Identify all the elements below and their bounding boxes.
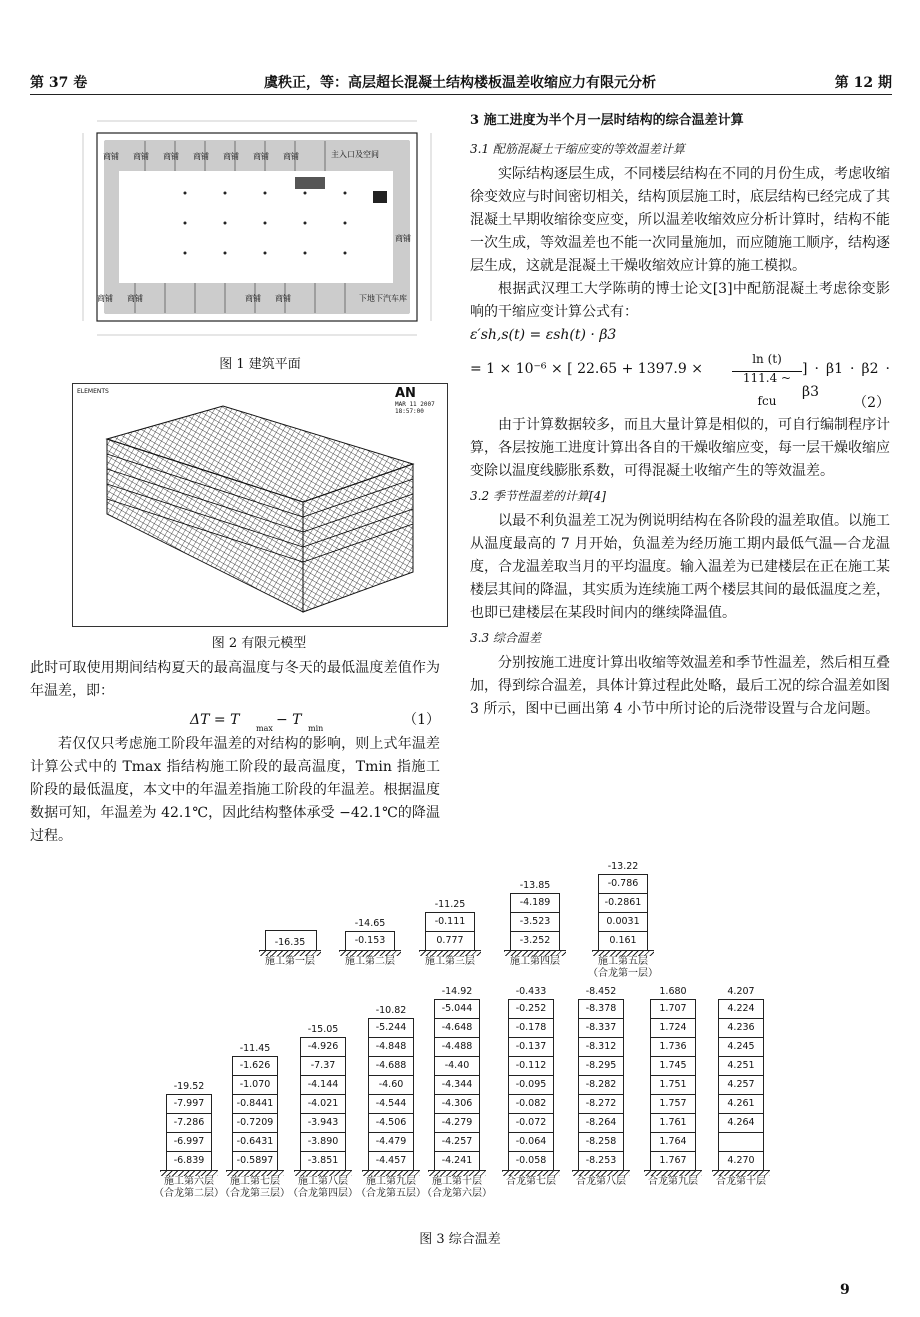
floor-value: -0.064	[508, 1133, 554, 1152]
floor-value: 4.270	[718, 1152, 764, 1171]
floor-value: 1.764	[650, 1133, 696, 1152]
floor-value: -4.544	[368, 1095, 414, 1114]
floor-value: -3.523	[510, 913, 560, 932]
temperature-column	[510, 880, 560, 967]
store-label: 商铺	[245, 294, 261, 303]
column-label-sub: （合龙第一层）	[588, 968, 658, 979]
floor-value: 4.224	[718, 999, 764, 1019]
eq2b-numerator: ln (t)	[732, 348, 802, 372]
floor-value: 4.264	[718, 1114, 764, 1133]
column-top-value: -13.22	[607, 861, 639, 872]
column-top-value: -19.52	[173, 1081, 205, 1092]
equation-2b	[470, 348, 890, 408]
floor-value: -0.095	[508, 1076, 554, 1095]
floor-value: -4.241	[434, 1152, 480, 1171]
column-label-main: 合龙第十层	[716, 1176, 766, 1187]
column-label-main: 施工第九层	[366, 1176, 416, 1187]
garage-label: 下地下汽车库	[359, 294, 407, 303]
section-3-heading: 3 施工进度为半个月一层时结构的综合温差计算	[470, 113, 744, 128]
floor-value: -0.5897	[232, 1152, 278, 1171]
store-label: 商铺	[283, 152, 299, 161]
floor-value: 0.0031	[598, 913, 648, 932]
floor-value: 1.707	[650, 999, 696, 1019]
floor-value: 1.736	[650, 1038, 696, 1057]
floor-value: -3.943	[300, 1114, 346, 1133]
eq1-sub-min: min	[308, 724, 324, 733]
store-label: 商铺	[395, 234, 411, 243]
floor-value: -0.058	[508, 1152, 554, 1171]
floor-value: -0.137	[508, 1038, 554, 1057]
temperature-column	[154, 1081, 224, 1199]
floor-value: -8.337	[578, 1019, 624, 1038]
ansys-tag: ELEMENTS	[77, 388, 109, 395]
column-label-sub: （合龙第三层）	[220, 1188, 290, 1199]
equation-1	[30, 707, 440, 733]
floor-value: -3.890	[300, 1133, 346, 1152]
floor-value: -4.021	[300, 1095, 346, 1114]
column-label-main: 施工第三层	[425, 956, 475, 967]
floor-value: -0.252	[508, 999, 554, 1019]
floor-value: 4.251	[718, 1057, 764, 1076]
figure-3-caption: 图 3 综合温差	[419, 1232, 501, 1247]
floor-value: -8.295	[578, 1057, 624, 1076]
floor-value: -8.264	[578, 1114, 624, 1133]
column-label-main: 施工第五层	[598, 956, 648, 967]
floor-value: -1.070	[232, 1076, 278, 1095]
column-top-value: 4.207	[727, 986, 755, 997]
figure-2-fe-model	[72, 383, 448, 627]
floor-value: 0.161	[598, 932, 648, 951]
frame-outline	[265, 930, 317, 951]
floor-value: 1.757	[650, 1095, 696, 1114]
column-top-value: -14.92	[441, 986, 473, 997]
floor-value: -0.6431	[232, 1133, 278, 1152]
column-label-sub: （合龙第二层）	[154, 1188, 224, 1199]
floor-value: -8.312	[578, 1038, 624, 1057]
figure-3-combined-temperature	[0, 850, 920, 1230]
model-date: MAR 11 2007	[395, 401, 435, 408]
column-top-value: -0.433	[515, 986, 547, 997]
floor-value: -0.7209	[232, 1114, 278, 1133]
floor-value: -1.626	[232, 1056, 278, 1076]
figure-1-plan	[75, 113, 445, 353]
floor-value: -4.40	[434, 1057, 480, 1076]
running-title: 虞秩正，等：高层超长混凝土结构楼板温差收缩应力有限元分析	[264, 75, 656, 91]
floor-value: -7.37	[300, 1057, 346, 1076]
column-top-value: -14.65	[354, 918, 386, 929]
column-top-value: -15.05	[307, 1024, 339, 1035]
floor-value: -4.926	[300, 1037, 346, 1057]
eq1-number: （1）	[403, 712, 440, 728]
floor-value: 1.761	[650, 1114, 696, 1133]
floor-value: -4.457	[368, 1152, 414, 1171]
column-label	[576, 956, 670, 980]
temperature-column	[356, 1005, 426, 1199]
column-label-main: 施工第六层	[164, 1176, 214, 1187]
temperature-column	[288, 1024, 358, 1199]
temperature-column	[648, 986, 698, 1187]
floor-value	[718, 1133, 764, 1152]
floor-value: -8.282	[578, 1076, 624, 1095]
temperature-column	[220, 1043, 290, 1199]
header-rule	[30, 94, 892, 95]
paragraph: 由于计算数据较多，而且大量计算是相似的，可自行编制程序计算，各层按施工进度计算出各自的干燥收缩应变，每一层干燥收缩应变除以温度线膨胀系数，可得混凝土收缩产生的等效温差。	[470, 417, 890, 479]
left-column-text	[30, 657, 440, 848]
floor-value: -8.272	[578, 1095, 624, 1114]
floor-value: 1.724	[650, 1019, 696, 1038]
floor-value: -6.997	[166, 1133, 212, 1152]
floor-value: -4.189	[510, 893, 560, 913]
section-3-3-heading: 3.3 综合温差	[470, 631, 541, 645]
column-label-sub: （合龙第六层）	[422, 1188, 492, 1199]
fe-mesh-drawing	[73, 384, 447, 626]
floor-value: -6.839	[166, 1152, 212, 1171]
floor-value: -3.851	[300, 1152, 346, 1171]
eq1-sub-max: max	[256, 724, 273, 733]
floor-value: -0.082	[508, 1095, 554, 1114]
issue-label: 第 12 期	[834, 75, 892, 91]
temperature-column	[576, 986, 626, 1187]
paragraph: 此时可取使用期间结构夏天的最高温度与冬天的最低温度差值作为年温差，即：	[30, 660, 440, 699]
column-label-sub: （合龙第五层）	[356, 1188, 426, 1199]
column-label-main: 合龙第八层	[576, 1176, 626, 1187]
store-label: 商铺	[133, 152, 149, 161]
paragraph: 分别按施工进度计算出收缩等效温差和季节性温差，然后相互叠加，得到综合温差，具体计算过程此处略，最后工况的综合温差如图 3 所示，图中已画出第 4 小节中所讨论的后浇带设置与合龙问题。	[470, 655, 890, 717]
store-label: 商铺	[127, 294, 143, 303]
right-column-text	[470, 109, 890, 721]
column-label	[403, 956, 497, 968]
eq2b-left: = 1 × 10⁻⁶ × [ 22.65 + 1397.9 ×	[470, 361, 703, 377]
floor-value: -0.786	[598, 874, 648, 894]
column-top-value: -11.45	[239, 1043, 271, 1054]
floor-value: -4.144	[300, 1076, 346, 1095]
column-label	[696, 1176, 786, 1188]
column-label	[488, 956, 582, 968]
floor-value: -4.688	[368, 1057, 414, 1076]
column-label-main: 合龙第九层	[648, 1176, 698, 1187]
column-label-main: 施工第四层	[510, 956, 560, 967]
ansys-logo: AN	[395, 386, 416, 401]
floor-value: 4.236	[718, 1019, 764, 1038]
temperature-column	[506, 986, 556, 1187]
floor-value: 4.257	[718, 1076, 764, 1095]
floor-value: -4.279	[434, 1114, 480, 1133]
paragraph: 实际结构逐层生成，不同楼层结构在不同的月份生成，考虑收缩徐变效应与时间密切相关，结构顶层施工时，底层结构已经完成了其混凝土早期收缩徐变应变，所以温差收缩效应分析计算时，结构不能一次生成，等效温差也不能一次同量施加，而应随施工顺序，结构逐层生成，这就是混凝土干燥收缩效应计算的施工模拟。	[470, 166, 890, 274]
section-3-1-heading: 3.1 配筋混凝土干缩应变的等效温差计算	[470, 142, 685, 156]
floor-value: 4.261	[718, 1095, 764, 1114]
temperature-column	[425, 899, 475, 967]
floor-value: -5.044	[434, 999, 480, 1019]
floor-value: -4.488	[434, 1038, 480, 1057]
floor-value: -4.257	[434, 1133, 480, 1152]
temperature-column	[588, 861, 658, 979]
section-3-2-heading: 3.2 季节性温差的计算[4]	[470, 489, 606, 503]
store-label: 商铺	[97, 294, 113, 303]
eq2b-right: ] · β1 · β2 · β3	[802, 361, 890, 400]
column-top-value: -13.85	[519, 880, 551, 891]
floor-value: 1.745	[650, 1057, 696, 1076]
column-label-main: 施工第七层	[230, 1176, 280, 1187]
column-label-main: 施工第一层	[265, 956, 315, 967]
store-label: 商铺	[163, 152, 179, 161]
entrance-label: 主入口及空间	[331, 150, 379, 159]
floor-value: -4.848	[368, 1038, 414, 1057]
figure-2-caption: 图 2 有限元模型	[211, 636, 307, 651]
column-top-value: -10.82	[375, 1005, 407, 1016]
eq2b-denominator: 111.4 ~ fcu	[742, 371, 792, 408]
floor-value: -5.244	[368, 1018, 414, 1038]
store-label: 商铺	[223, 152, 239, 161]
floor-value: -7.997	[166, 1094, 212, 1114]
column-label-main: 合龙第七层	[506, 1176, 556, 1187]
floor-value: -0.153	[345, 931, 395, 951]
model-time: 18:57:00	[395, 408, 424, 415]
store-label: 商铺	[275, 294, 291, 303]
floor-value: -8.258	[578, 1133, 624, 1152]
temperature-column	[716, 986, 766, 1187]
column-label-main: 施工第十层	[432, 1176, 482, 1187]
floor-value: -3.252	[510, 932, 560, 951]
eq2a-text: ε′sh,s(t) = εsh(t) · β3	[470, 327, 617, 343]
figure-1-caption: 图 1 建筑平面	[219, 357, 301, 372]
floor-value: -4.479	[368, 1133, 414, 1152]
floor-value: -0.178	[508, 1019, 554, 1038]
floor-value: -0.8441	[232, 1095, 278, 1114]
floor-value: -4.506	[368, 1114, 414, 1133]
column-top-value: -16.35	[274, 937, 306, 948]
floor-value: -0.111	[425, 912, 475, 932]
column-top-value: 1.680	[659, 986, 687, 997]
floor-value: -8.253	[578, 1152, 624, 1171]
temperature-column	[422, 986, 492, 1199]
store-label: 商铺	[193, 152, 209, 161]
floor-value: 1.751	[650, 1076, 696, 1095]
eq1-delta: ΔT = T	[190, 712, 240, 728]
floor-value: -4.344	[434, 1076, 480, 1095]
floor-value: -0.2861	[598, 894, 648, 913]
paragraph: 以最不利负温差工况为例说明结构在各阶段的温差取值。以施工从温度最高的 7 月开始，负温差为经历施工期内最低气温—合龙温度，合龙温差取当月的平均温度。输入温差为已建楼层在正在施工某楼层其间的降温，其实质为连续施工两个楼层其间的最低温度之差，也即已建楼层在某段时间内的继续降温值。	[470, 513, 890, 621]
floor-value: -7.286	[166, 1114, 212, 1133]
column-label-sub: （合龙第四层）	[288, 1188, 358, 1199]
page-number: 9	[840, 1282, 850, 1298]
store-label: 商铺	[103, 152, 119, 161]
floor-value: -4.648	[434, 1019, 480, 1038]
floor-value: -8.378	[578, 999, 624, 1019]
floor-value: 1.767	[650, 1152, 696, 1171]
temperature-column	[345, 918, 395, 967]
column-top-value: -8.452	[585, 986, 617, 997]
store-label: 商铺	[253, 152, 269, 161]
equation-2a	[470, 324, 890, 348]
volume-label: 第 37 卷	[30, 75, 88, 91]
floor-value: -4.306	[434, 1095, 480, 1114]
eq2-number: （2）	[853, 395, 890, 411]
building-plan-drawing	[75, 113, 445, 353]
floor-value: -0.072	[508, 1114, 554, 1133]
paragraph: 若仅仅只考虑施工阶段年温差的对结构的影响，则上式年温差计算公式中的 Tmax 指结构施工阶段的最高温度，Tmin 指施工阶段的最低温度，本文中的年温差指施工阶段的年温差。根据温度数据可知，年温差为 42.1℃，因此结构整体承受 −42.1℃的降温过程。	[30, 736, 440, 844]
column-label-main: 施工第二层	[345, 956, 395, 967]
paragraph: 根据武汉理工大学陈萌的博士论文[3]中配筋混凝土考虑徐变影响的干缩应变计算公式有：	[470, 281, 890, 320]
floor-value: -0.112	[508, 1057, 554, 1076]
column-label-main: 施工第八层	[298, 1176, 348, 1187]
floor-value: 0.777	[425, 932, 475, 951]
floor-value: 4.245	[718, 1038, 764, 1057]
column-top-value: -11.25	[434, 899, 466, 910]
eq1-minus: − T	[276, 712, 302, 728]
floor-value: -4.60	[368, 1076, 414, 1095]
